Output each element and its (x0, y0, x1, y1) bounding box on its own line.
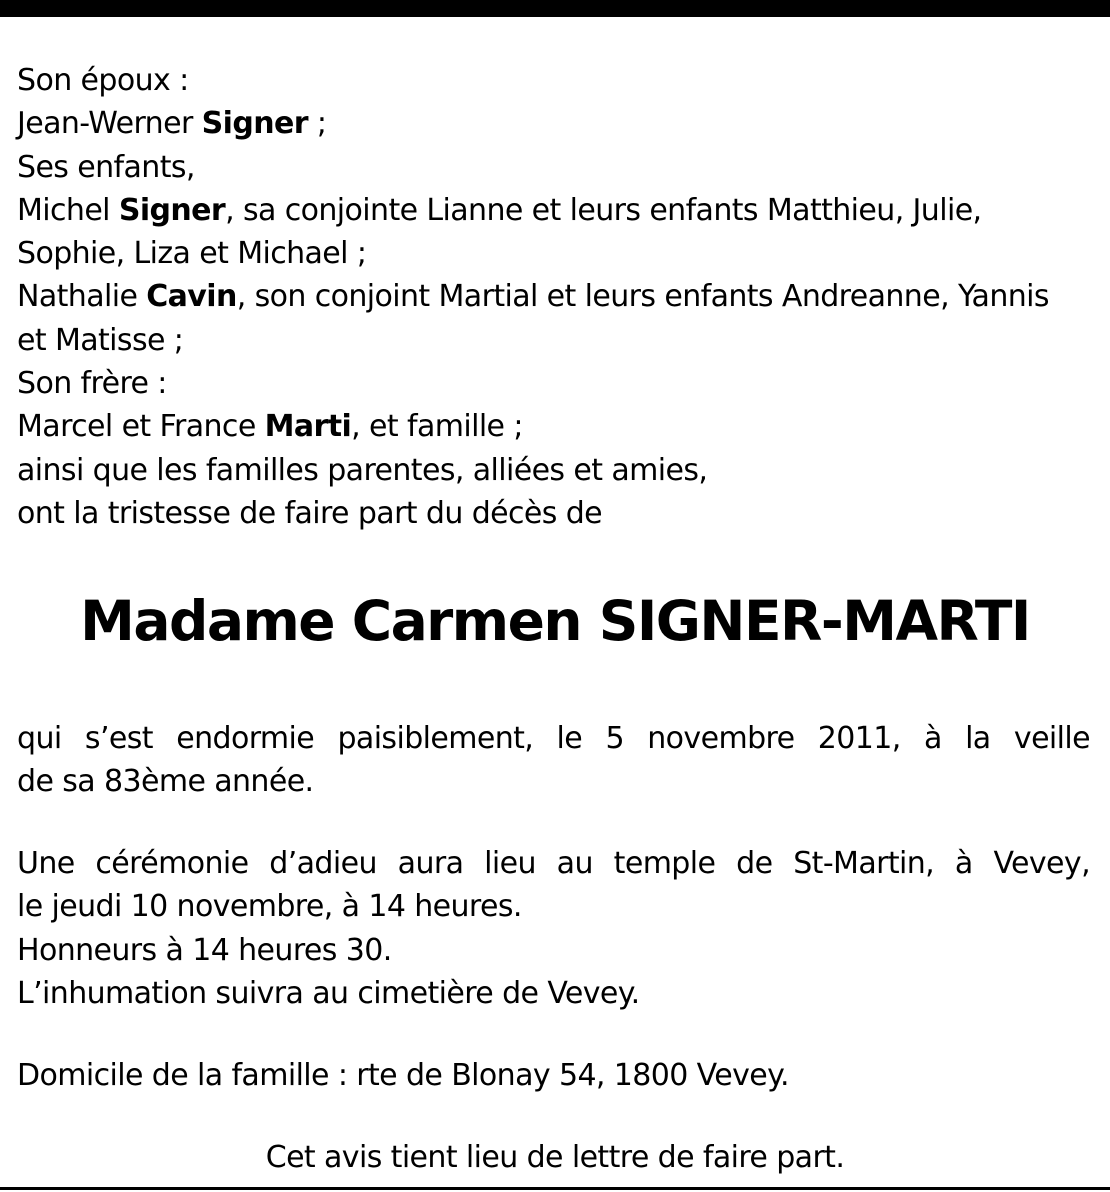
death-line-1: qui s’est endormie paisiblement, le 5 novembre 2011, à la veille (17, 721, 1090, 756)
child1-details-continued: Sophie, Liza et Michael ; (17, 236, 367, 272)
husband-surname: Signer (201, 106, 308, 142)
husband-entry (17, 102, 1097, 145)
ceremony-line-2: le jeudi 10 novembre, à 14 heures. (17, 889, 522, 925)
child1-first-name: Michel (17, 192, 119, 228)
brother-surname: Marti (264, 409, 352, 445)
death-paragraph (17, 717, 1090, 804)
death-line-2: de sa 83ème année. (17, 764, 314, 800)
domicile-paragraph (17, 1054, 1090, 1097)
child1-details: , sa conjointe Lianne et leurs enfants Matthieu, Julie, (225, 192, 982, 228)
child2-surname: Cavin (146, 279, 237, 315)
child1-entry (17, 189, 1097, 232)
deceased-name: Madame Carmen SIGNER-MARTI (80, 589, 1030, 653)
brother-first-names: Marcel et France (17, 409, 265, 445)
relatives-line: ainsi que les familles parentes, alliées et amies, (17, 452, 708, 488)
brother-entry (17, 405, 1097, 448)
family-list (17, 59, 1097, 535)
child2-first-name: Nathalie (17, 279, 147, 315)
brother-label: Son frère : (17, 366, 167, 402)
ceremony-paragraph (17, 842, 1090, 1015)
husband-label: Son époux : (17, 63, 189, 98)
children-label: Ses enfants, (17, 149, 195, 185)
brother-details: , et famille ; (351, 409, 523, 445)
husband-first-name: Jean-Werner (17, 106, 202, 142)
child2-entry (17, 275, 1097, 318)
child2-details-continued: et Matisse ; (17, 322, 184, 358)
husband-entry-end: ; (307, 106, 327, 142)
announcement-line: ont la tristesse de faire part du décès de (17, 495, 603, 531)
bottom-border-rule (0, 1187, 1110, 1190)
top-border-rule (0, 0, 1110, 17)
child2-details: , son conjoint Martial et leurs enfants Andreanne, Yannis (236, 279, 1049, 315)
honours-line: Honneurs à 14 heures 30. (17, 932, 392, 968)
child1-surname: Signer (118, 192, 226, 228)
closing-note: Cet avis tient lieu de lettre de faire part. (265, 1140, 845, 1175)
domicile-line: Domicile de la famille : rte de Blonay 54, 1800 Vevey. (17, 1058, 789, 1093)
ceremony-line-1: Une cérémonie d’adieu aura lieu au temple de St-Martin, à Vevey, (17, 846, 1090, 881)
burial-line: L’inhumation suivra au cimetière de Vevey. (17, 975, 640, 1011)
